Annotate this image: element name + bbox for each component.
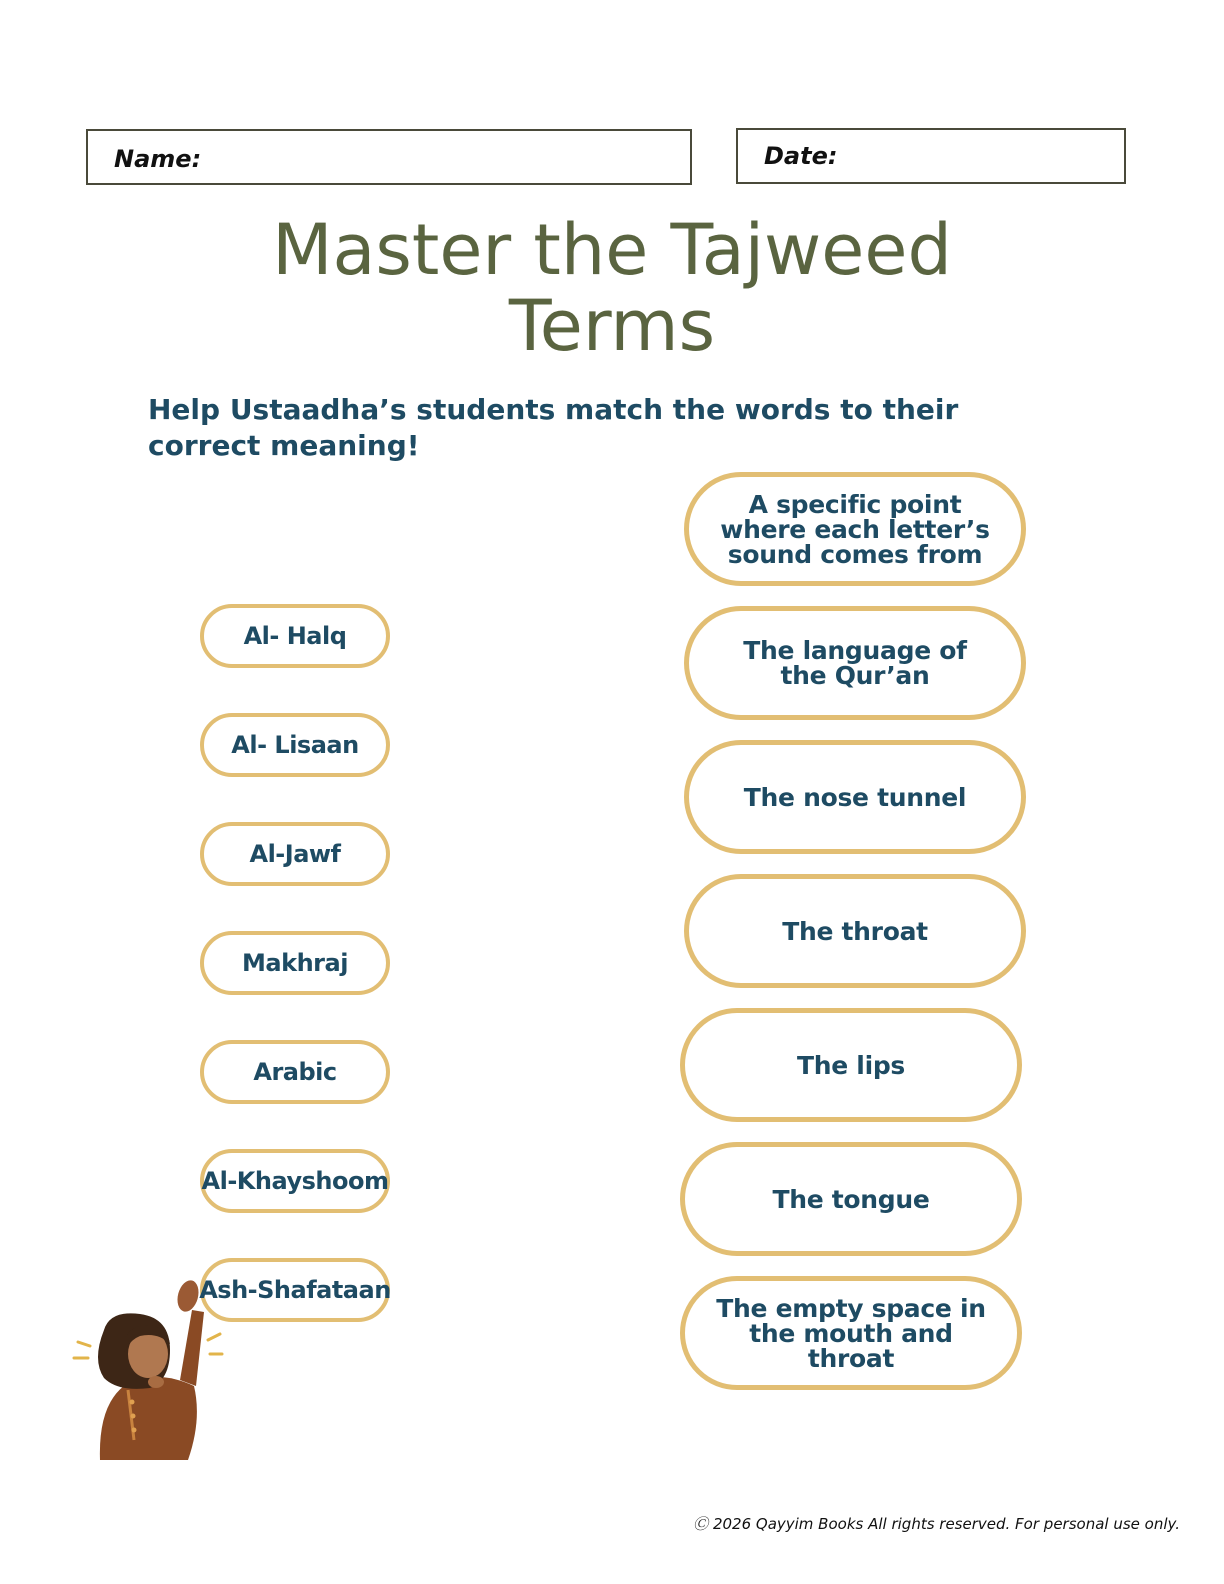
title-line-2: Terms <box>508 285 716 367</box>
meaning-tongue[interactable]: The tongue <box>680 1142 1022 1256</box>
copyright-footer: Ⓒ 2026 Qayyim Books All rights reserved. For personal use only. <box>693 1515 1180 1533</box>
meaning-language[interactable]: The language of the Qur’an <box>684 606 1026 720</box>
meaning-empty-space[interactable]: The empty space in the mouth and throat <box>680 1276 1022 1390</box>
instructions: Help Ustaadha’s students match the words to their correct meaning! <box>148 393 959 462</box>
meaning-lips[interactable]: The lips <box>680 1008 1022 1122</box>
name-field[interactable] <box>86 129 692 185</box>
term-arabic[interactable]: Arabic <box>200 1040 390 1104</box>
meaning-throat[interactable]: The throat <box>684 874 1026 988</box>
term-al-halq[interactable]: Al- Halq <box>200 604 390 668</box>
date-field[interactable] <box>736 128 1126 184</box>
page-title <box>0 209 1224 367</box>
meaning-nose-tunnel[interactable]: The nose tunnel <box>684 740 1026 854</box>
term-ash-shafataan[interactable]: Ash-Shafataan <box>200 1258 390 1322</box>
name-label: Name: <box>114 145 202 173</box>
term-al-khayshoom[interactable]: Al-Khayshoom <box>200 1149 390 1213</box>
date-label: Date: <box>764 142 838 170</box>
term-al-jawf[interactable]: Al-Jawf <box>200 822 390 886</box>
term-al-lisaan[interactable]: Al- Lisaan <box>200 713 390 777</box>
term-makhraj[interactable]: Makhraj <box>200 931 390 995</box>
girl-raising-hand-icon <box>70 1270 230 1470</box>
meaning-specific-point[interactable]: A specific point where each letter’s sound comes from <box>684 472 1026 586</box>
title-line-1: Master the Tajweed <box>272 209 952 291</box>
